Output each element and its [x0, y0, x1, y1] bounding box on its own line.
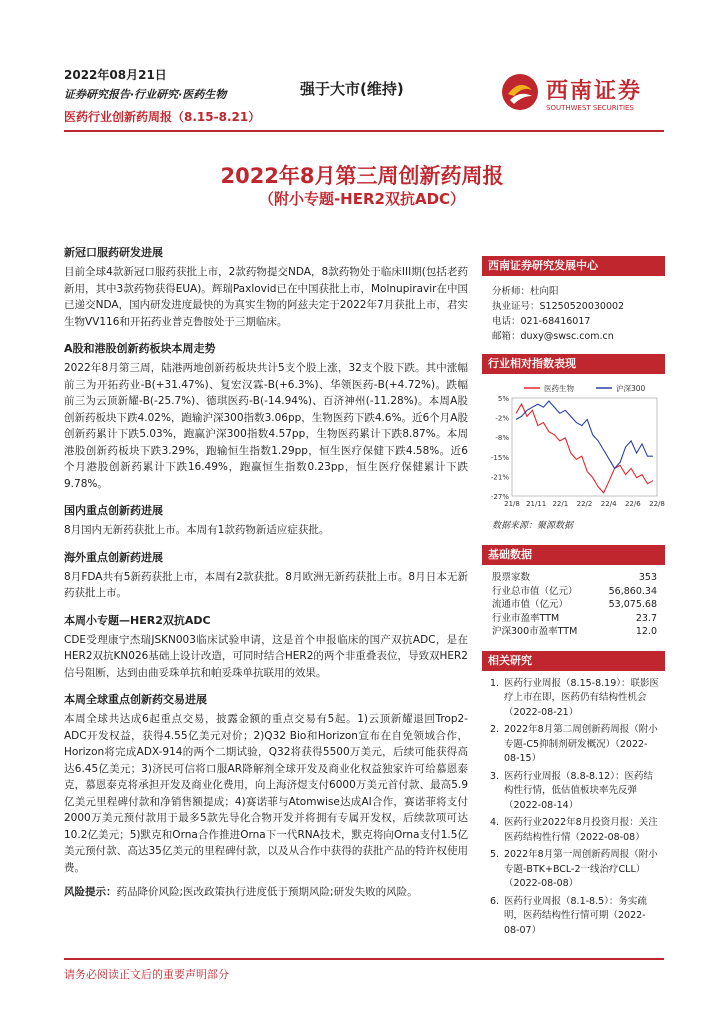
x-tick-label: 21/11: [526, 500, 547, 508]
section-title: A股和港股创新药板块本周走势: [64, 342, 216, 355]
item-num: 5.: [490, 849, 500, 860]
logo-mark-icon: [500, 72, 540, 112]
item-text: 医药行业2022年8月投资月报：关注医药结构性行情（2022-08-08）: [504, 817, 658, 843]
section-body: CDE受理康宁杰瑞JSKN003临床试验申请，这是首个申报临床的国产双抗ADC，是在HER2双抗KN026基础上设计改造，可同时结合HER2的两个非重叠表位，导致双HER2信号阻断，达到由曲妥珠单抗和帕妥珠单抗联用的效果。: [64, 633, 468, 679]
item-num: 4.: [490, 817, 500, 828]
section-deals: [64, 689, 468, 876]
y-tick-label: -2%: [495, 414, 509, 423]
section-title: 海外重点创新药进展: [64, 550, 163, 564]
section-body: 本周全球共达成6起重点交易，披露金额的重点交易有5起。1)云顶新耀退回Trop2-ADC开发权益，获得4.55亿美元对价；2)Q32 Bio和Horizon宣布在自免领域合作，Horizon将完成ADX-914的两个二期试验，Q32将获得5500万美元，后续可能获得高达6.45亿美元；3)济民可信将口服AR降解剂全球开发及商业化权益独家许可给慕恩泰克，慕恩泰克将承担开发及商业化费用，向上海济煜支付6000万美元首付款、最高5.9亿美元里程碑付款和净销售额提成；4)赛诺菲与Atomwise达成AI合作，赛诺菲将支付2000万美元预付款用于最多5款先导化合物开发并将拥有专属开发权，后续款项可达10.2亿美元；5)默克和Orna合作推进Orna下一代RNA技术，默克将向Orna支付1.5亿美元预付款、高达35亿美元的里程碑付款，以及从合作中获得的获批产品的特许权使用费。: [64, 713, 468, 874]
basic-data-row: [482, 625, 665, 639]
section-title: 本周小专题—HER2双抗ADC: [64, 613, 211, 627]
section-title: 新冠口服药研发进展: [64, 246, 163, 259]
section-market: [64, 338, 468, 492]
row-value: 56,860.34: [608, 585, 657, 597]
row-label: 股票家数: [492, 572, 531, 583]
footer-divider: [64, 958, 664, 960]
y-tick-label: -8%: [495, 434, 509, 443]
header-divider: [64, 130, 664, 132]
footer-disclaimer: 请务必阅读正文后的重要声明部分: [64, 968, 229, 981]
x-tick-label: 22/4: [600, 500, 617, 508]
row-label: 行业市盈率TTM: [492, 612, 560, 624]
analyst-email: 邮箱：duxy@swsc.com.cn: [492, 331, 614, 342]
y-tick-label: 5%: [497, 395, 509, 403]
item-text: 医药行业周报（8.8-8.12）：医药结构性行情，低估值板块率先反弹（2022-08-14）: [504, 770, 653, 811]
basic-data-row: [482, 585, 665, 599]
item-num: 3.: [490, 770, 500, 782]
related-item[interactable]: [490, 848, 659, 892]
report-date: 2022年08月21日: [64, 68, 167, 82]
row-label: 流通市值（亿元）: [492, 599, 569, 610]
y-tick-label: -27%: [490, 493, 509, 501]
row-label: 沪深300市盈率TTM: [492, 626, 578, 637]
related-item[interactable]: [490, 816, 659, 845]
row-value: 23.7: [635, 612, 657, 624]
item-text: 医药行业周报（8.1-8.5）：务实疏明，医药结构性行情可期（2022-08-07）: [504, 895, 647, 936]
item-num: 1.: [490, 677, 500, 689]
chart-source: 数据来源：聚源数据: [492, 521, 574, 531]
row-value: 12.0: [635, 626, 657, 637]
page-subtitle: （附小专题-HER2双抗ADC）: [258, 190, 466, 208]
main-column: [64, 242, 468, 909]
analyst-phone: 电话：021-68416017: [492, 316, 591, 327]
basic-data-row: [482, 612, 665, 626]
item-num: 2.: [490, 724, 500, 735]
related-title: 相关研究: [482, 651, 665, 671]
x-tick-label: 22/2: [576, 500, 593, 508]
section-title: 国内重点创新药进展: [64, 504, 163, 517]
related-item[interactable]: [490, 770, 659, 814]
series-line-csi300: [516, 401, 653, 468]
x-tick-label: 22/8: [649, 500, 665, 508]
basic-data-row: [482, 598, 665, 612]
item-text: 2022年8月第一周创新药周报（附小专题-BTK+BCL-2一线治疗CLL）（2022-08-08）: [504, 849, 658, 889]
basic-data-row: [482, 571, 665, 585]
x-tick-label: 22/1: [552, 500, 569, 508]
series-line-pharma: [516, 404, 653, 493]
company-logo: [500, 68, 670, 120]
section-domestic: [64, 500, 468, 539]
section-topic: [64, 610, 468, 682]
section-covid: [64, 242, 468, 330]
logo-subtext: SOUTHWEST SECURITIES: [546, 104, 634, 112]
performance-chart: [482, 378, 665, 518]
item-text: 2022年8月第二周创新药周报（附小专题-C5抑制剂研发概况）（2022-08-15）: [504, 724, 658, 764]
related-item[interactable]: [490, 895, 659, 939]
sidebar: [482, 256, 665, 941]
basic-data-title: 基础数据: [482, 545, 665, 565]
risk-text: 药品降价风险;医改政策执行进度低于预期风险;研发失败的风险。: [116, 886, 418, 898]
x-tick-label: 21/8: [504, 500, 520, 508]
section-overseas: [64, 547, 468, 602]
analyst-license: 执业证号：S1250520030002: [492, 301, 625, 312]
x-tick-label: 22/6: [624, 500, 641, 508]
chart-title: 行业相对指数表现: [482, 354, 665, 374]
analyst-name: 分析师：杜向阳: [492, 286, 559, 297]
row-value: 353: [638, 572, 657, 583]
basic-data-table: [482, 571, 665, 639]
legend-label: 沪深300: [616, 384, 646, 393]
research-center-title: 西南证券研究发展中心: [482, 256, 665, 276]
item-text: 医药行业周报（8.15-8.19）：联影医疗上市在即，医药仍有结构性机会（2022-08-21）: [504, 677, 659, 718]
y-tick-label: -15%: [490, 453, 509, 462]
analyst-info: [482, 284, 665, 344]
logo-text: 西南证券: [546, 78, 643, 104]
rating: 强于大市(维持): [300, 80, 404, 98]
related-item[interactable]: [490, 723, 659, 767]
report-type: 证券研究报告·行业研究·医药生物: [64, 88, 227, 101]
y-tick-label: -21%: [490, 473, 509, 482]
page-title: 2022年8月第三周创新药周报: [220, 164, 504, 188]
section-body: 8月FDA共有5新药获批上市，本周有2款获批。8月欧洲无新药获批上市。8月日本无新药获批上市。: [64, 570, 468, 599]
section-body: 2022年8月第三周，陆港两地创新药板块共计5支个股上涨，32支个股下跌。其中涨幅前三为开拓药业-B(+31.47%)、复宏汉霖-B(+6.3%)、华领医药-B(+4.72%)。跌幅前三为云顶新耀-B(-25.7%)、德琪医药-B(-14.94%)、百济神州(-11.28%)。本周A股创新药板块下跌4.02%，跑输沪深300指数3.06pp，生物医药下跌4.6%。近6个月A股创新药累计下跌5.03%，跑赢沪深300指数4.57pp，生物医药累计下跌8.87%。本周港股创新药板块下跌3.29%，跑输恒生指数1.29pp，恒生医疗保健下跌4.58%。近6个月港股创新药累计下跌16.49%，跑赢恒生指数0.23pp，恒生医疗保健累计下跌9.78%。: [64, 362, 468, 490]
risk-label: 风险提示：: [64, 886, 117, 898]
item-num: 6.: [490, 895, 500, 907]
legend-label: 医药生物: [544, 384, 574, 393]
row-label: 行业总市值（亿元）: [492, 585, 578, 597]
weekly-title: 医药行业创新药周报（8.15-8.21）: [64, 110, 261, 124]
section-body: 8月国内无新药获批上市。本周有1款药物新适应症获批。: [64, 524, 330, 536]
risk-warning: [64, 884, 468, 901]
related-list: [482, 677, 665, 939]
related-item[interactable]: [490, 677, 659, 721]
row-value: 53,075.68: [608, 599, 657, 610]
section-title: 本周全球重点创新药交易进展: [64, 693, 207, 706]
section-body: 目前全球4款新冠口服药获批上市，2款药物提交NDA，8款药物处于临床III期(包括老药新用，其中3款药物获得EUA)。辉瑞Paxlovid已在中国获批上市，Molnupiravir在中国已递交NDA，国内研发进度最快的为真实生物的阿兹夫定于2022年7月获批上市，君实生物VV116和开拓药业普克鲁胺处于三期临床。: [64, 266, 468, 328]
